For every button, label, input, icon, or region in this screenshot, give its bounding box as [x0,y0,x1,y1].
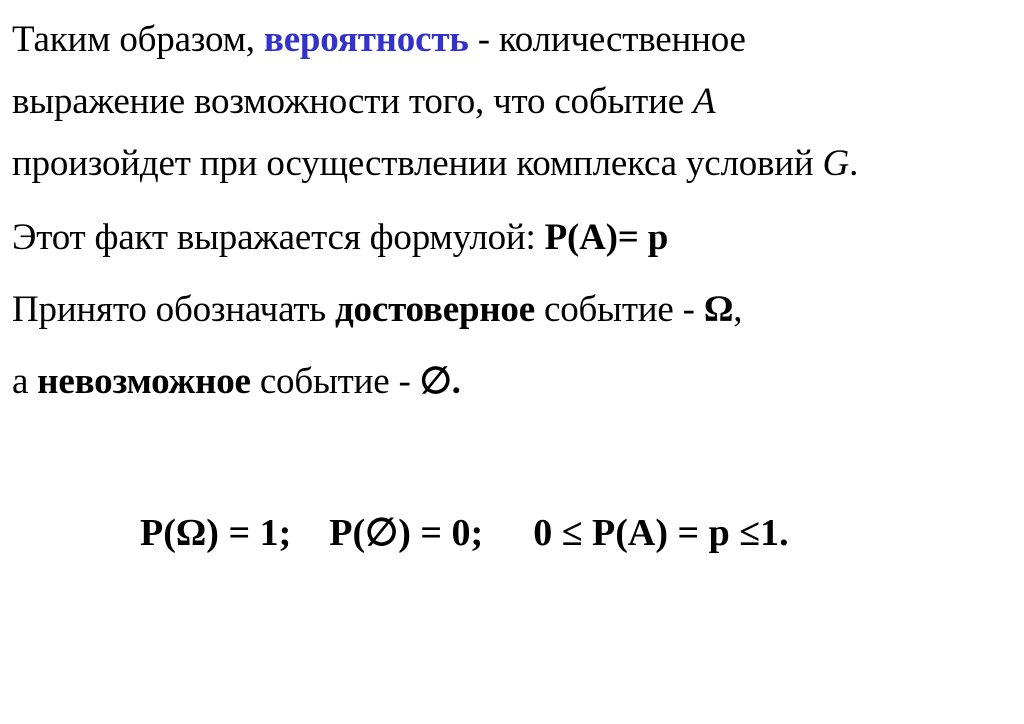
certain-event-end: , [733,289,743,330]
omega-symbol: Ω [703,289,734,330]
certain-event-prefix: Принято обозначать [12,289,336,330]
probability-axioms [140,510,789,556]
formula-statement-text: Этот факт выражается формулой: [12,217,545,258]
impossible-event-term: невозможное [37,361,251,402]
impossible-event-prefix: а [12,361,38,402]
definition-line-3-text: произойдет при осуществлении комплекса условий [12,143,823,184]
impossible-event-end: . [451,361,461,402]
probability-formula: P(A)= p [544,217,669,258]
formula-statement-line [12,216,668,260]
impossible-event-formula: P(∅) = 0; [329,512,484,554]
certain-event-mid: событие - [534,289,704,330]
impossible-event-line [12,360,461,404]
probability-bounds-formula: 0 ≤ P(A) = p ≤1. [533,512,789,554]
certain-event-line [12,288,742,332]
definition-line-3 [12,142,858,186]
definition-line-2-text: выражение возможности того, что событие [12,81,693,122]
impossible-event-mid: событие - [250,361,420,402]
conditions-variable-g: G [822,143,850,184]
certain-event-term: достоверное [335,289,535,330]
definition-line-1 [12,18,746,62]
certain-event-formula: P(Ω) = 1; [140,512,292,554]
probability-term: вероятность [263,19,469,60]
definition-line-3-end: . [849,143,859,184]
event-variable-a: A [692,81,716,122]
definition-suffix: - количественное [468,19,746,60]
empty-set-symbol: ∅ [419,361,452,402]
definition-prefix: Таким образом, [12,19,264,60]
definition-line-2 [12,80,715,124]
